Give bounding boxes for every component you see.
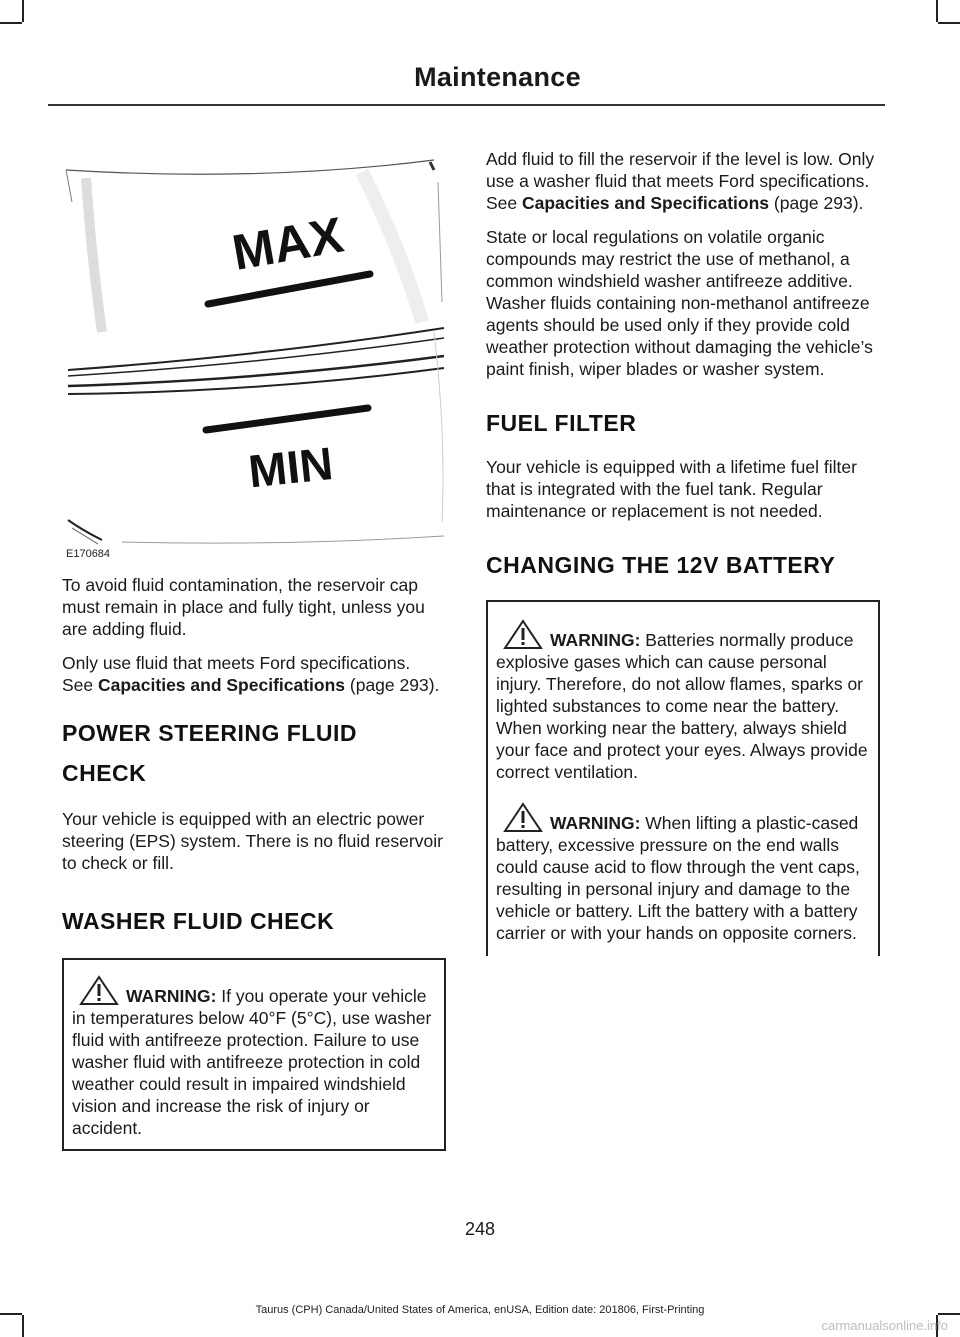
watermark: carmanualsonline.info [821,1318,948,1333]
power-steering-heading-line2: CHECK [62,760,147,786]
regulations-paragraph: State or local regulations on volatile organic compounds may restrict the use of methanol, a common windshield washer antifreeze additive. Washer fluids containing non-methanol antifreeze agents should be used only if they provide cold weather protection without damaging the vehicle’s paint finish, wiper blades or washer system. [486,227,873,379]
footer-edition: Taurus (CPH) Canada/United States of America, enUSA, Edition date: 201806, First-Printing [255,1304,705,1316]
power-steering-heading [62,718,446,788]
capacities-link[interactable]: Capacities and Specifications [522,193,770,213]
left-column [62,142,446,1151]
warning-label: WARNING: [126,986,217,1006]
min-label: MIN [245,436,336,498]
add-fluid-paragraph [486,148,880,214]
warning-label: WARNING: [550,813,641,833]
reservoir-drawing [62,142,446,562]
warning-text: If you operate your vehicle in temperatures below 40°F (5°C), use washer fluid with antifreeze protection. Failure to use washer fluid with antifreeze protection in cold weather could result in impaired windshield vision and increase the risk of injury or accident. [72,986,432,1138]
crop-mark [22,1315,24,1337]
washer-fluid-heading: WASHER FLUID CHECK [62,908,335,934]
fluid-spec-text: Only use fluid that meets Ford specifications. See [62,653,411,695]
crop-mark [938,22,960,24]
power-steering-heading-line1: POWER STEERING FLUID [62,720,357,746]
warning-label: WARNING: [550,630,641,650]
warning-text: When lifting a plastic-cased battery, excessive pressure on the end walls could cause acid to flow through the vent caps, resulting in personal injury and damage to the vehicle or battery. Lift the battery with a battery carrier or with your hands on opposite corners. [496,813,860,943]
warning-text: Batteries normally produce explosive gases which can cause personal injury. Therefore, do not allow flames, sparks or lighted substances to come near the battery. When working near the battery, always shield your face and protect your eyes. Always provide correct ventilation. [496,630,868,782]
crop-mark [22,0,24,22]
battery-warning-box [486,600,880,956]
fuel-filter-paragraph: Your vehicle is equipped with a lifetime fuel filter that is integrated with the fuel tank. Regular maintenance or replacement is not needed. [486,457,857,521]
page-number: 248 [464,1219,496,1239]
battery-heading: CHANGING THE 12V BATTERY [486,552,836,578]
max-label: MAX [228,206,348,281]
figure-code: E170684 [66,548,111,560]
washer-warning-box [62,958,446,1151]
reservoir-illustration [62,142,446,562]
warning-triangle-icon [500,618,546,650]
battery-lifting-warning [496,801,870,944]
battery-gas-warning [496,618,870,783]
capacities-link[interactable]: Capacities and Specifications [98,675,346,695]
contamination-paragraph: To avoid fluid contamination, the reservoir cap must remain in place and fully tight, unless you are adding fluid. [62,575,425,639]
crop-mark [0,22,22,24]
add-fluid-text: Add fluid to fill the reservoir if the level is low. Only use a washer fluid that meets Ford specifications. See [486,149,875,213]
page-ref: (page 293). [769,193,864,213]
eps-paragraph: Your vehicle is equipped with an electric power steering (EPS) system. There is no fluid reservoir to check or fill. [62,809,443,873]
crop-mark [936,0,938,22]
page-title: Maintenance [414,62,581,92]
fluid-spec-paragraph [62,652,446,696]
warning-triangle-icon [76,974,122,1006]
header-divider [48,104,885,106]
right-column [486,148,880,956]
page-ref: (page 293). [345,675,440,695]
washer-warning [72,974,436,1139]
page-header [0,62,935,93]
warning-triangle-icon [500,801,546,833]
fuel-filter-heading: FUEL FILTER [486,410,637,436]
